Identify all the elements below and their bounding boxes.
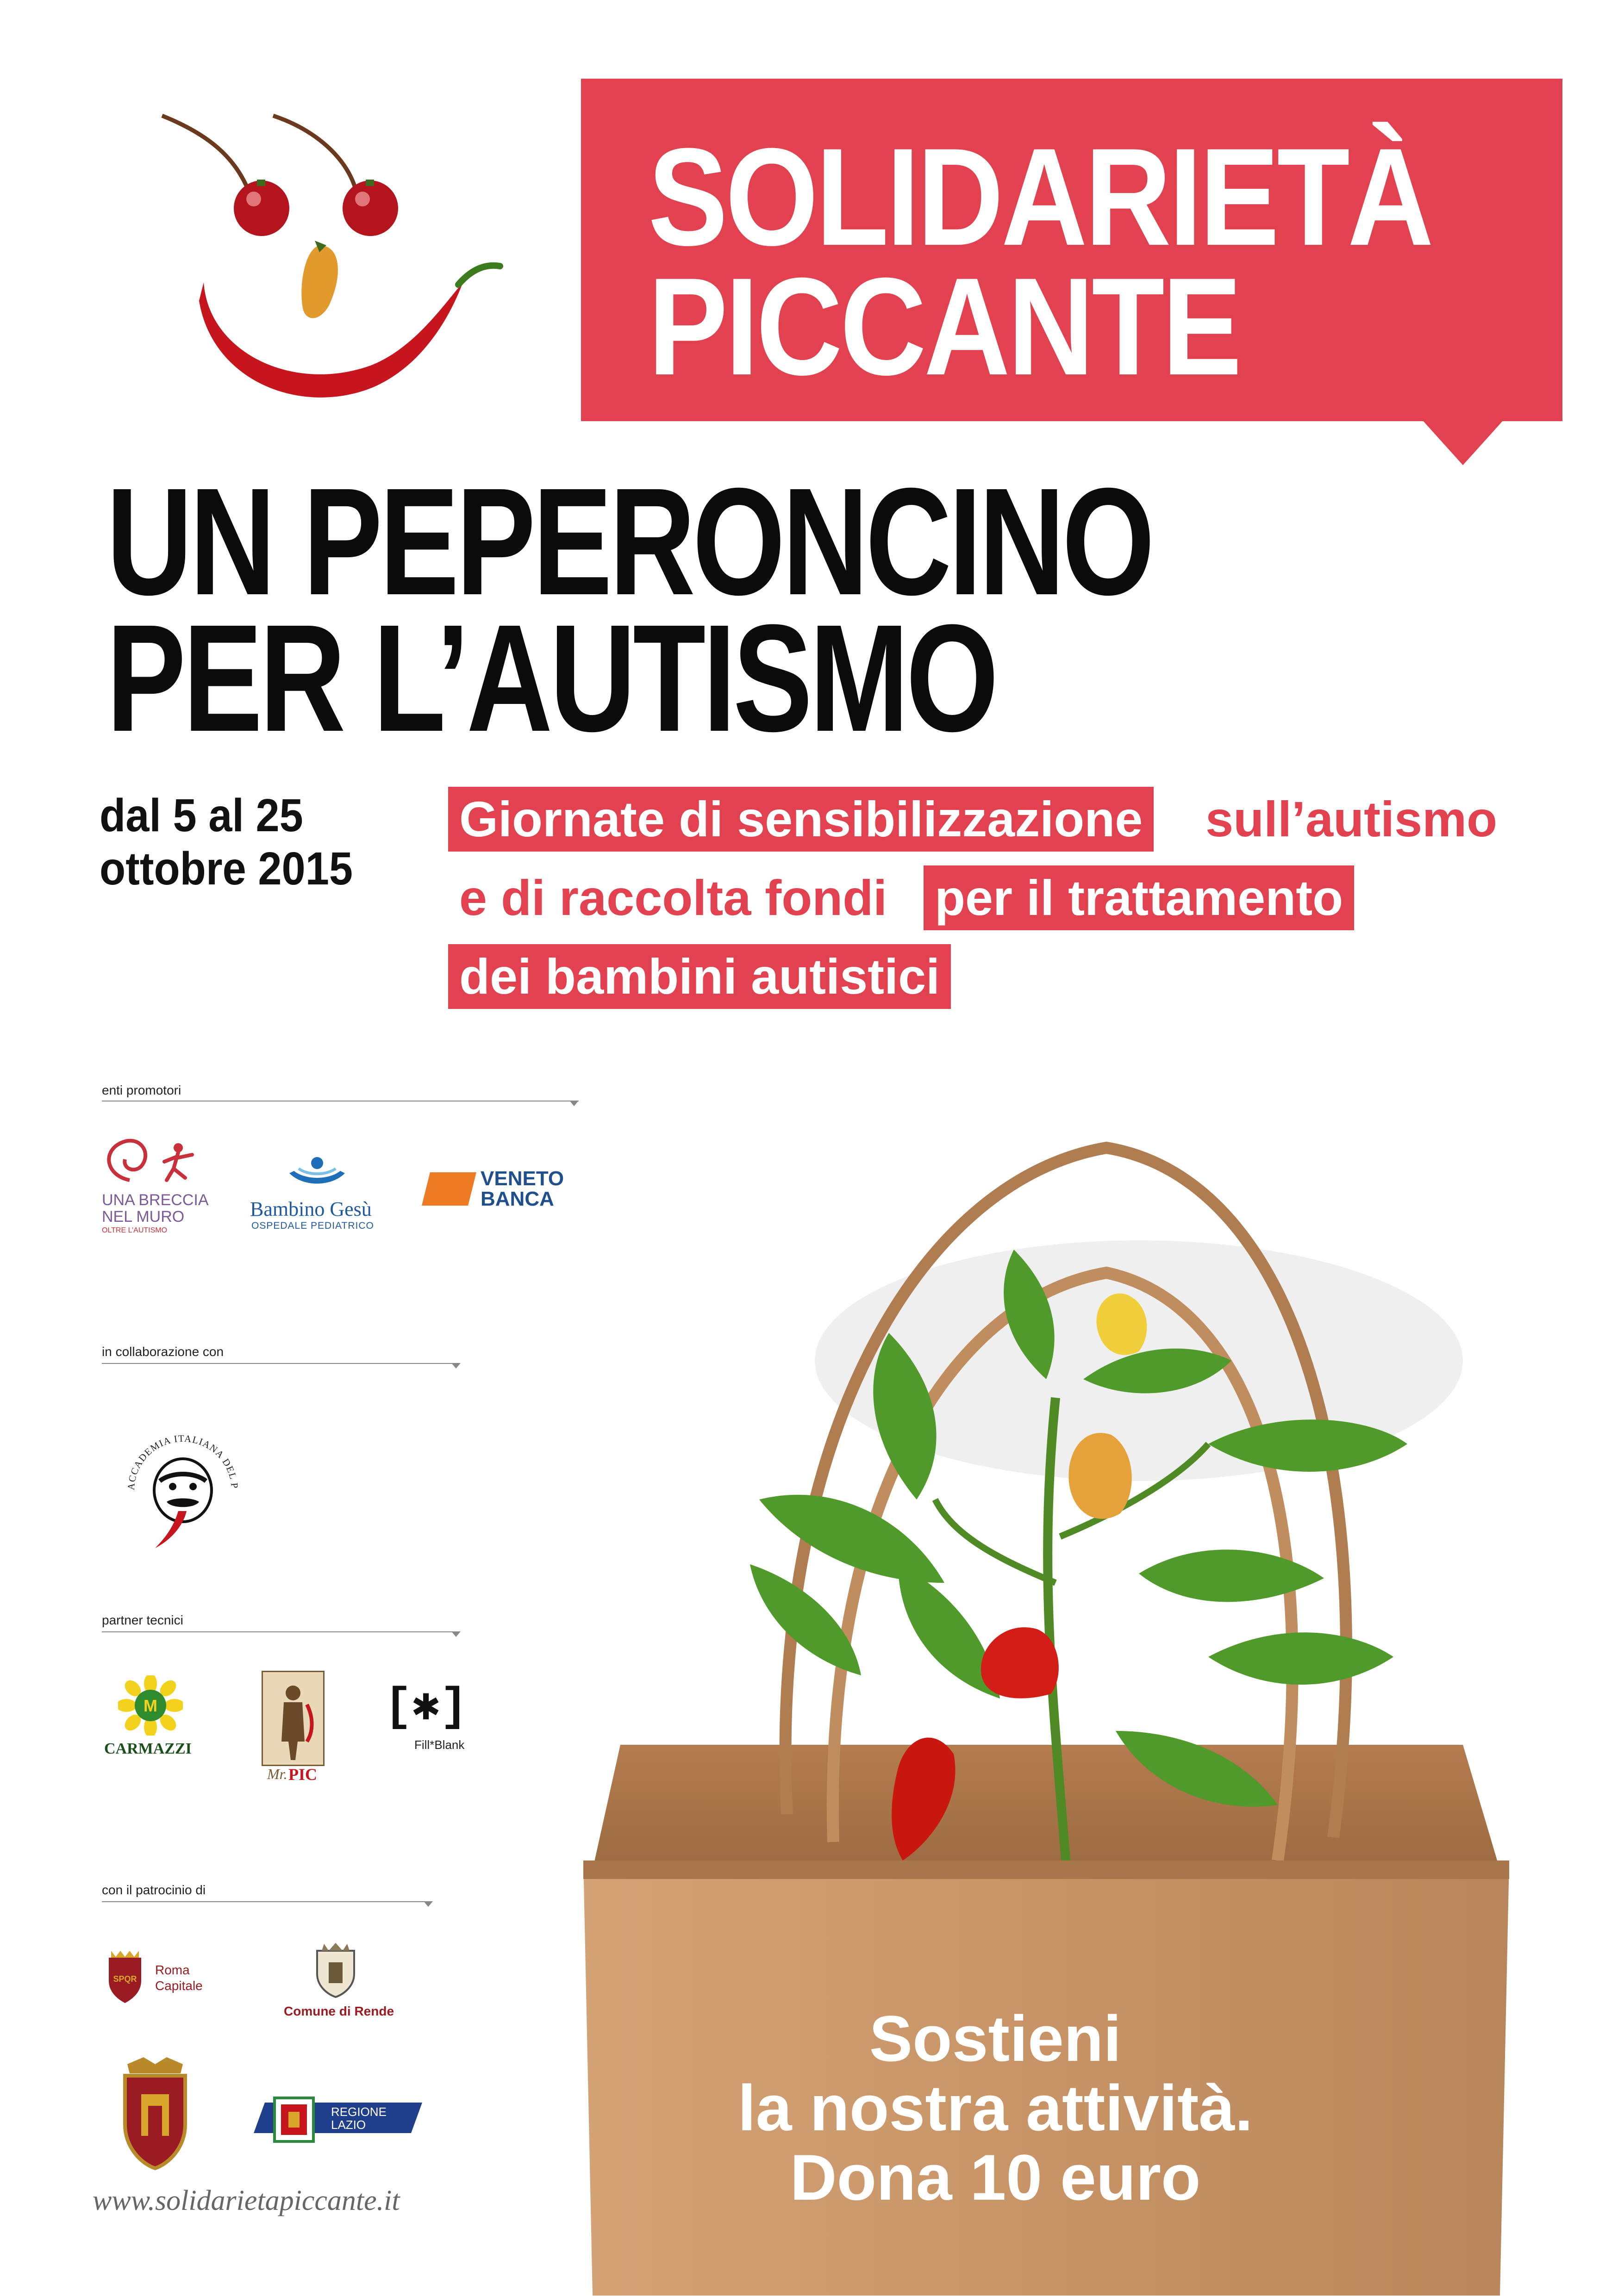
rende-crest-icon xyxy=(310,1939,361,1999)
divider xyxy=(102,1631,458,1632)
bambino-gesu-hands-icon xyxy=(285,1155,350,1192)
title-banner xyxy=(581,79,1562,421)
mr-pic-pic: PIC xyxy=(288,1765,317,1784)
section-label-collaboration: in collaborazione con xyxy=(102,1344,224,1359)
section-label-patronage: con il patrocinio di xyxy=(102,1883,206,1897)
accademia-arc-text: ACCADEMIA ITALIANA DEL P xyxy=(125,1432,241,1491)
title-line-1: SOLIDARIETÀ xyxy=(648,119,1431,274)
bambino-gesu-name: Bambino Gesù xyxy=(250,1198,372,1220)
logo-roma-capitale xyxy=(102,1948,222,2009)
lazio-emblem-icon xyxy=(271,2094,317,2145)
speech-bubble-tail xyxy=(1421,419,1505,465)
breccia-line-1: UNA BRECCIA xyxy=(102,1191,209,1209)
headline-line-2: PER L’AUTISMO xyxy=(106,592,996,763)
dates-line-1: dal 5 al 25 xyxy=(100,790,303,841)
lazio-line-2: LAZIO xyxy=(331,2118,366,2132)
bag-slogan xyxy=(685,2004,1305,2212)
roma-crest-icon xyxy=(102,1948,148,2004)
tagline-fundraising: e di raccolta fondi xyxy=(459,870,887,926)
logo-fill-blank xyxy=(384,1681,486,1754)
roma-line-2: Capitale xyxy=(155,1979,203,1993)
logo-comune-di-rende xyxy=(280,1939,414,2032)
fill-blank-symbol-icon: [✱] xyxy=(384,1681,468,1734)
rende-name: Comune di Rende xyxy=(284,2004,394,2018)
divider-tick xyxy=(451,1631,461,1637)
headline-line-1: UN PEPERONCINO xyxy=(106,456,1152,627)
divider-tick xyxy=(569,1101,579,1106)
bag-slogan-line-1: Sostieni xyxy=(869,2002,1122,2075)
logo-carmazzi xyxy=(104,1675,206,1768)
logo-bambino-gesu xyxy=(250,1155,389,1238)
carmazzi-flower-icon xyxy=(118,1675,183,1736)
bag-slogan-line-2: la nostra attività. xyxy=(737,2072,1253,2144)
lazio-line-1: REGIONE xyxy=(331,2105,387,2119)
tagline-treatment: per il trattamento xyxy=(924,865,1354,930)
logo-accademia-peperoncino xyxy=(113,1416,252,1555)
roma-line-1: Roma xyxy=(155,1963,190,1977)
city-crest-icon xyxy=(116,2055,194,2171)
veneto-banca-mark-icon xyxy=(422,1172,476,1206)
website-link[interactable]: www.solidarietapiccante.it xyxy=(93,2185,400,2216)
logo-mr-pic xyxy=(257,1671,331,1786)
veneto-banca-line-1: VENETO xyxy=(481,1167,564,1190)
veneto-banca-line-2: BANCA xyxy=(481,1188,554,1210)
divider xyxy=(102,1363,458,1364)
tagline-children: dei bambini autistici xyxy=(448,944,951,1009)
section-label-promoters: enti promotori xyxy=(102,1083,181,1097)
title-line-2: PICCANTE xyxy=(648,249,1240,404)
bag-slogan-line-3: Dona 10 euro xyxy=(790,2141,1201,2214)
bambino-gesu-subtitle: OSPEDALE PEDIATRICO xyxy=(251,1220,374,1231)
breccia-spiral-icon xyxy=(97,1134,218,1189)
mr-pic-figure-icon xyxy=(263,1672,323,1765)
carmazzi-name: CARMAZZI xyxy=(104,1740,192,1757)
mr-pic-mr: Mr. xyxy=(267,1766,287,1782)
breccia-line-2: NEL MURO xyxy=(102,1208,185,1226)
accademia-seal-icon xyxy=(113,1416,252,1555)
svg-text:M: M xyxy=(144,1696,157,1715)
chili-pepper-face-icon xyxy=(153,106,509,407)
tagline-awareness: Giornate di sensibilizzazione xyxy=(448,787,1154,852)
logo-una-breccia xyxy=(97,1134,227,1245)
breccia-line-3: OLTRE L’AUTISMO xyxy=(102,1226,168,1234)
divider-tick xyxy=(451,1363,461,1369)
fill-blank-name: Fill*Blank xyxy=(414,1738,465,1752)
svg-text:SPQR: SPQR xyxy=(113,1974,137,1984)
divider-tick xyxy=(424,1901,433,1907)
divider xyxy=(102,1901,431,1902)
dates-line-2: ottobre 2015 xyxy=(100,843,353,895)
tagline-autism: sull’autismo xyxy=(1206,791,1498,847)
section-label-partners: partner tecnici xyxy=(102,1613,183,1627)
logo-city-crest xyxy=(116,2055,194,2171)
logo-regione-lazio xyxy=(259,2094,426,2145)
